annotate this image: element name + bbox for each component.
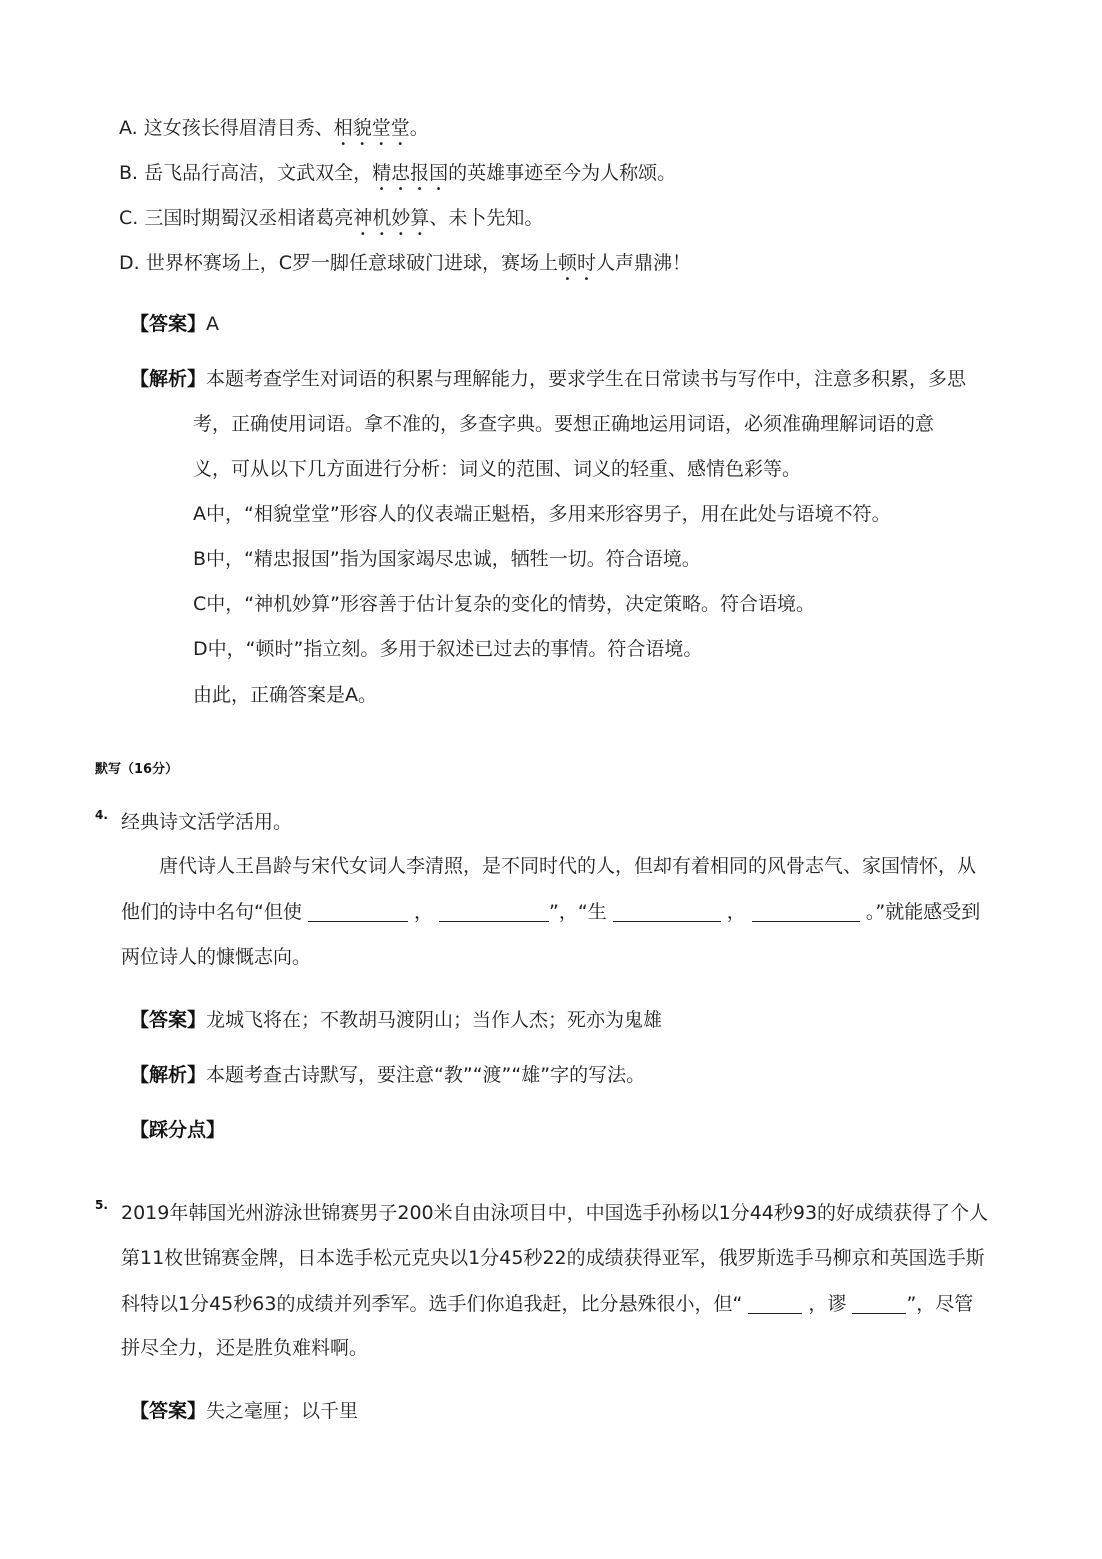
q5-text-part-3: ”，尽管 [906,1293,974,1315]
q4-answer [130,1011,662,1030]
q3-analysis-line-1: 本题考查学生对词语的积累与理解能力，要求学生在日常读书与写作中，注意多积累，多思 [206,368,967,390]
q4-analysis-tag: 【解析】 [130,1064,207,1086]
option-d-prefix: D. 世界杯赛场上，C罗一脚任意球破门进球，赛场上 [119,252,558,274]
q5-number: 5. [95,1198,108,1212]
q3-analysis-line-2: 考，正确使用词语。拿不准的，多查字典。要想正确地运用词语，必须准确理解词语的意 [193,413,935,435]
q5-text-part-2: ，谬 [808,1293,847,1315]
q3-answer [130,315,219,334]
q3-answer-tag: 【答案】 [130,313,207,335]
option-d-suffix: 人声鼎沸！ [596,252,692,274]
q4-blank-4[interactable] [752,902,860,922]
q5-answer-text: 失之毫厘；以千里 [206,1400,359,1422]
option-a-suffix: 。 [409,117,429,139]
q4-body-line-2 [121,902,980,922]
q3-analysis-line-8: 由此，正确答案是A。 [193,684,377,706]
option-c-prefix: C. 三国时期蜀汉丞相诸葛亮 [119,207,354,229]
option-b-emphasis: 精忠报国 [372,162,449,184]
q4-blank-3[interactable] [613,902,721,922]
q3-analysis-line-4: A中，“相貌堂堂”形容人的仪表端正魁梧，多用来形容男子，用在此处与语境不符。 [193,503,891,525]
q4-text-part-1: 他们的诗中名句“但使 [121,901,302,923]
option-c [119,207,543,240]
q4-blank-2[interactable] [439,902,549,922]
q5-line-2: 第11枚世锦赛金牌，日本选手松元克央以1分45秒22的成绩获得亚军，俄罗斯选手马柳京和英国选手斯 [121,1247,985,1269]
q4-analysis [130,1066,645,1085]
q4-answer-tag: 【答案】 [130,1009,207,1031]
q5-text-part-1: 科特以1分45秒63的成绩并列季军。选手们你追我赶，比分悬殊很小，但“ [121,1293,743,1315]
q4-text-part-3: 。”就能感受到 [865,901,981,923]
option-d-emphasis: 顿时 [557,252,596,274]
q3-analysis-line-6: C中，“神机妙算”形容善于估计复杂的变化的情势，决定策略。符合语境。 [193,593,815,615]
q3-answer-text: A [206,313,220,335]
q4-answer-text: 龙城飞将在；不教胡马渡阴山；当作人杰；死亦为鬼雄 [206,1009,663,1031]
q4-text-part-2: ”，“生 [549,901,607,923]
q5-line-1: 2019年韩国光州游泳世锦赛男子200米自由泳项目中，中国选手孙杨以1分44秒93的好成绩获得了个人 [121,1202,989,1224]
q4-body-line-1: 唐代诗人王昌龄与宋代女词人李清照，是不同时代的人，但却有着相同的风骨志气、家国情怀，从 [159,855,977,877]
q4-comma-2: ， [726,901,746,923]
option-d [119,252,691,285]
option-a [119,117,429,150]
q5-line-4: 拼尽全力，还是胜负难料啊。 [121,1337,369,1359]
q4-body-line-3: 两位诗人的慷慨志向。 [121,946,312,968]
option-b [119,162,676,195]
option-a-prefix: A. 这女孩长得眉清目秀、 [119,117,334,139]
option-c-emphasis: 神机妙算 [353,207,430,229]
option-b-suffix: 的英雄事迹至今为人称颂。 [448,162,677,184]
q5-blank-2[interactable] [852,1294,906,1314]
q3-analysis-line-7: D中，“顿时”指立刻。多用于叙述已过去的事情。符合语境。 [193,638,703,660]
q5-answer [130,1402,358,1421]
q4-analysis-text: 本题考查古诗默写，要注意“教”“渡”“雄”字的写法。 [206,1064,646,1086]
q4-number: 4. [95,808,108,822]
q4-blank-1[interactable] [308,902,408,922]
option-a-emphasis: 相貌堂堂 [333,117,410,139]
q3-analysis-first-line [130,370,966,389]
section-title: 默写（16分） [95,762,179,777]
q4-title: 经典诗文活学活用。 [121,811,293,833]
option-c-suffix: 、未卜先知。 [429,207,544,229]
q4-points-tag: 【踩分点】 [130,1119,226,1141]
q3-analysis-line-5: B中，“精忠报国”指为国家竭尽忠诚，牺牲一切。符合语境。 [193,548,701,570]
q4-comma-1: ， [413,901,433,923]
q5-line-3 [121,1294,973,1314]
q5-answer-tag: 【答案】 [130,1400,207,1422]
option-b-prefix: B. 岳飞品行高洁，文武双全， [119,162,373,184]
q3-analysis-tag: 【解析】 [130,368,207,390]
q3-analysis-line-3: 义，可从以下几方面进行分析：词义的范围、词义的轻重、感情色彩等。 [193,458,802,480]
q5-blank-1[interactable] [748,1294,802,1314]
